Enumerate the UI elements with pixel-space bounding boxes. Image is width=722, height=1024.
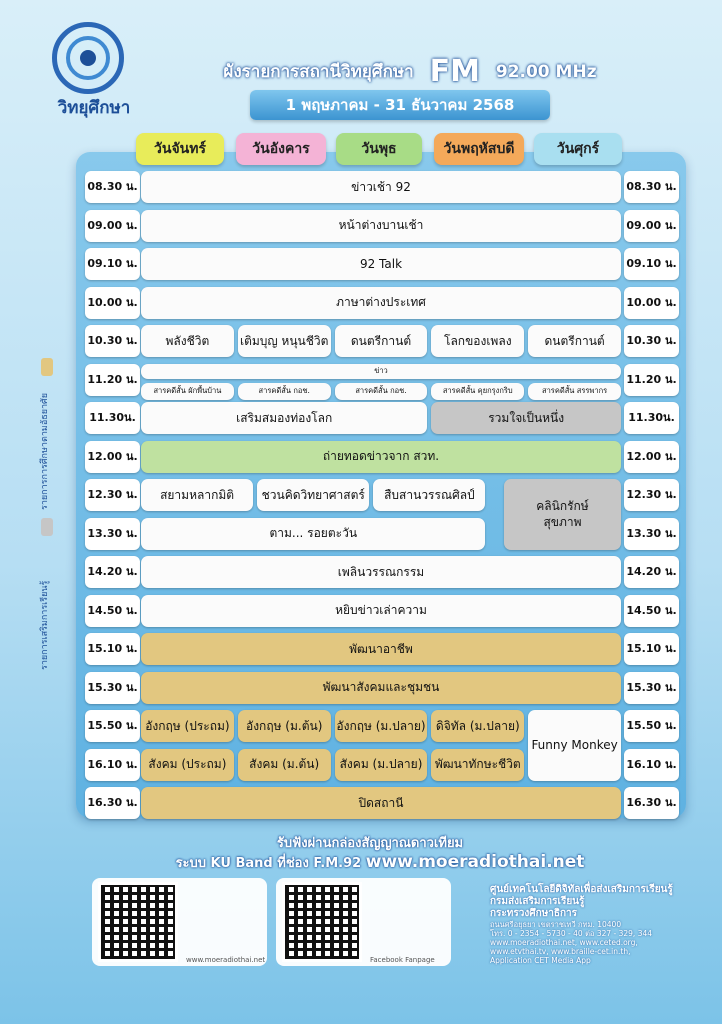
program-block: สยามหลากมิติ (141, 479, 253, 511)
time-label-left: 08.30 น. (85, 171, 140, 203)
ku-band-line (170, 852, 590, 873)
time-label-right: 16.30 น. (624, 787, 679, 819)
day-header: วันพุธ (336, 133, 422, 165)
org-name-2: กรมส่งเสริมการเรียนรู้ (490, 896, 585, 907)
program-block: สารคดีสั้น กอช. (238, 383, 331, 400)
time-label-left: 14.20 น. (85, 556, 140, 588)
time-label-right: 09.00 น. (624, 210, 679, 242)
legend-swatch-informal (41, 358, 53, 376)
time-label-right: 14.20 น. (624, 556, 679, 588)
program-block: สารคดีสั้น คุยกรุงกริบ (431, 383, 524, 400)
program-block: ชวนคิดวิทยาศาสตร์ (257, 479, 369, 511)
program-block: เพลินวรรณกรรม (141, 556, 621, 588)
program-block: อังกฤษ (ประถม) (141, 710, 234, 742)
time-label-left: 11.30น. (85, 402, 140, 434)
time-label-right: 08.30 น. (624, 171, 679, 203)
time-label-right: 13.30 น. (624, 518, 679, 550)
legend-label-informal: รายการการศึกษาตามอัธยาศัย (40, 392, 50, 510)
program-block: ปิดสถานี (141, 787, 621, 819)
program-block: อังกฤษ (ม.ต้น) (238, 710, 331, 742)
org-app: Application CET Media App (490, 956, 591, 965)
program-block: พัฒนาสังคมและชุมชน (141, 672, 621, 704)
logo-text: วิทยุศึกษา (57, 98, 131, 118)
satellite-line: รับฟังผ่านกล่องสัญญาณดาวเทียม (276, 836, 464, 851)
program-block: เติมบุญ หนุนชีวิต (238, 325, 331, 357)
program-block: ภาษาต่างประเทศ (141, 287, 621, 319)
program-block: หน้าต่างบานเช้า (141, 210, 621, 242)
time-label-right: 10.30 น. (624, 325, 679, 357)
day-header: วันจันทร์ (136, 133, 224, 165)
program-block: สืบสานวรรณศิลป์ (373, 479, 485, 511)
time-label-left: 13.30 น. (85, 518, 140, 550)
time-label-right: 09.10 น. (624, 248, 679, 280)
program-block: ตาม... รอยตะวัน (141, 518, 485, 550)
program-block: เสริมสมองท่องโลก (141, 402, 427, 434)
qr-code-website-icon[interactable] (98, 882, 178, 962)
ku-band-text: ระบบ KU Band ที่ช่อง F.M.92 (175, 856, 362, 871)
program-block: พลังชีวิต (141, 325, 234, 357)
program-block: รวมใจเป็นหนึ่ง (431, 402, 621, 434)
day-header: วันอังคาร (236, 133, 326, 165)
program-block: อังกฤษ (ม.ปลาย) (335, 710, 428, 742)
org-address: ถนนศรีอยุธยา เขตราชเทวี กทม. 10400 (490, 920, 622, 929)
page-title (150, 54, 670, 89)
qr-caption-website: www.moeradiothai.net (186, 956, 266, 964)
title-prefix: ผังรายการสถานีวิทยุศึกษา (223, 62, 414, 82)
org-phone: โทร. 0 - 2354 - 5730 - 40 ต่อ 327 - 329, 344 (490, 929, 653, 938)
time-label-left: 12.30 น. (85, 479, 140, 511)
logo-dot-icon (80, 50, 96, 66)
program-block: หยิบข่าวเล่าความ (141, 595, 621, 627)
time-label-left: 11.20 น. (85, 364, 140, 396)
org-links-2: www.etvthai.tv, www.braille-cet.in.th, (490, 947, 631, 956)
time-label-left: 12.00 น. (85, 441, 140, 473)
program-block: สังคม (ม.ปลาย) (335, 749, 428, 781)
time-label-right: 12.00 น. (624, 441, 679, 473)
time-label-right: 14.50 น. (624, 595, 679, 627)
date-range-badge: 1 พฤษภาคม - 31 ธันวาคม 2568 (250, 90, 550, 120)
time-label-right: 15.50 น. (624, 710, 679, 742)
legend-swatch-supplement (41, 518, 53, 536)
time-label-left: 16.30 น. (85, 787, 140, 819)
time-label-left: 15.30 น. (85, 672, 140, 704)
program-block: สารคดีสั้น กอช. (335, 383, 428, 400)
legend-label-supplement: รายการเสริมการเรียนรู้ (40, 580, 50, 670)
time-label-left: 15.50 น. (85, 710, 140, 742)
program-block: 92 Talk (141, 248, 621, 280)
time-label-right: 11.30น. (624, 402, 679, 434)
time-label-right: 11.20 น. (624, 364, 679, 396)
program-block: ดนตรีกานต์ (528, 325, 621, 357)
program-block: ดนตรีกานต์ (335, 325, 428, 357)
program-block: ถ่ายทอดข่าวจาก สวท. (141, 441, 621, 473)
time-label-left: 14.50 น. (85, 595, 140, 627)
time-label-left: 15.10 น. (85, 633, 140, 665)
org-name-1: ศูนย์เทคโนโลยีดิจิทัลเพื่อส่งเสริมการเรียนรู้ (490, 884, 673, 895)
program-block: สังคม (ประถม) (141, 749, 234, 781)
org-name-3: กระทรวงศึกษาธิการ (490, 908, 578, 919)
day-header: วันศุกร์ (534, 133, 622, 165)
program-block: ข่าว (141, 364, 621, 379)
time-label-right: 12.30 น. (624, 479, 679, 511)
organization-info (490, 884, 720, 965)
time-label-left: 09.10 น. (85, 248, 140, 280)
program-block: ดิจิทัล (ม.ปลาย) (431, 710, 524, 742)
qr-caption-facebook: Facebook Fanpage (370, 956, 435, 964)
website-link[interactable]: www.moeradiothai.net (365, 852, 585, 872)
time-label-right: 15.10 น. (624, 633, 679, 665)
program-block: สังคม (ม.ต้น) (238, 749, 331, 781)
program-block: สารคดีสั้น ผักพื้นบ้าน (141, 383, 234, 400)
program-block: พัฒนาทักษะชีวิต (431, 749, 524, 781)
time-label-left: 10.00 น. (85, 287, 140, 319)
org-links-1: www.moeradiothai.net, www.ceted.org, (490, 938, 638, 947)
time-label-right: 15.30 น. (624, 672, 679, 704)
program-block: Funny Monkey (528, 710, 621, 781)
time-label-left: 09.00 น. (85, 210, 140, 242)
program-block: พัฒนาอาชีพ (141, 633, 621, 665)
program-block: คลินิกรักษ์ สุขภาพ (504, 479, 621, 550)
time-label-left: 10.30 น. (85, 325, 140, 357)
legend (38, 358, 56, 688)
program-block: สารคดีสั้น สรรพากร (528, 383, 621, 400)
time-label-right: 16.10 น. (624, 749, 679, 781)
title-frequency: 92.00 MHz (495, 62, 597, 82)
program-block: โลกของเพลง (431, 325, 524, 357)
qr-code-facebook-icon[interactable] (282, 882, 362, 962)
day-header: วันพฤหัสบดี (434, 133, 524, 165)
time-label-left: 16.10 น. (85, 749, 140, 781)
time-label-right: 10.00 น. (624, 287, 679, 319)
title-fm: FM (429, 54, 480, 89)
program-block: ข่าวเช้า 92 (141, 171, 621, 203)
